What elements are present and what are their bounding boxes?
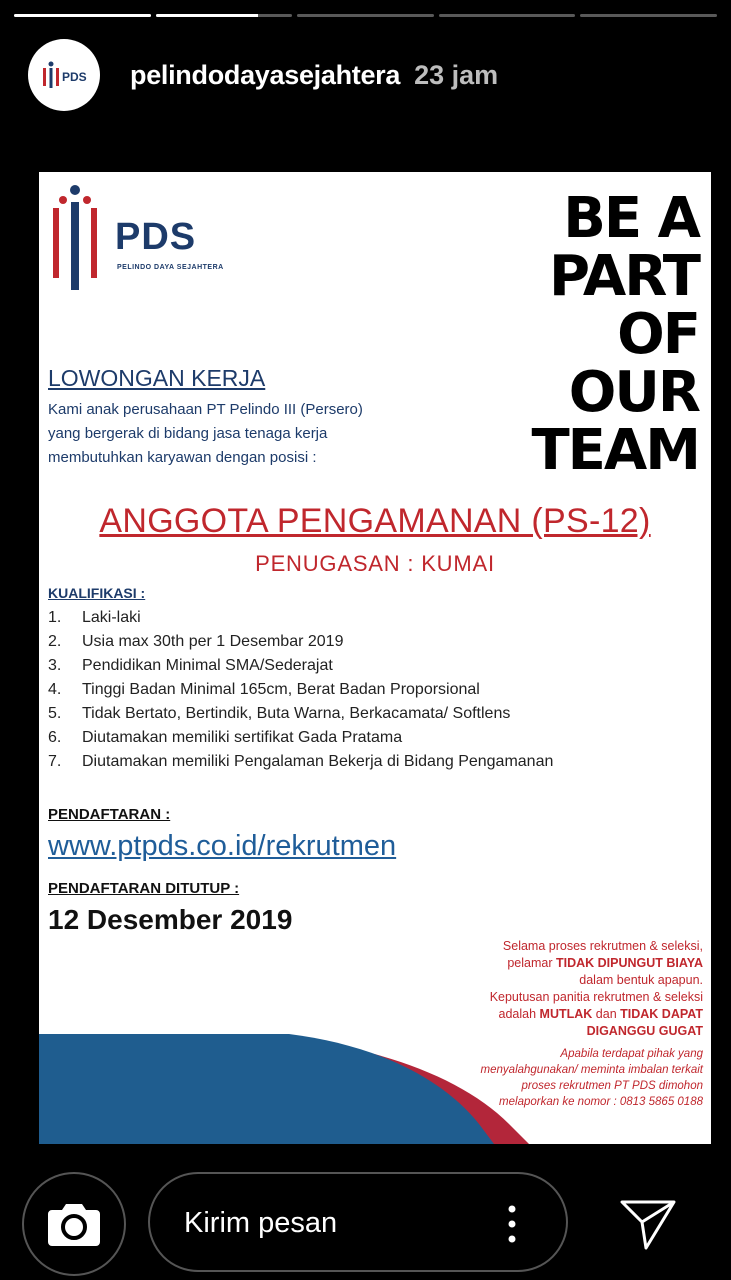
slogan-line: BE A (563, 186, 699, 251)
svg-text:PDS: PDS (62, 70, 87, 84)
progress-fill (14, 14, 151, 17)
camera-button[interactable] (22, 1172, 126, 1276)
position-title: ANGGOTA PENGAMANAN (PS-12) (99, 502, 651, 540)
intro-line: yang bergerak di bidang jasa tenaga kerja (48, 425, 328, 442)
slogan-line: TEAM (531, 418, 699, 483)
notice-line: Keputusan panitia rekrutmen & seleksi (489, 990, 703, 1004)
item-number: 5. (48, 705, 62, 722)
item-number: 7. (48, 753, 62, 770)
pds-logo (53, 178, 115, 298)
warning-line: Apabila terdapat pihak yang (560, 1048, 703, 1060)
camera-icon (46, 1200, 102, 1248)
warning-line: menyalahgunakan/ meminta imbalan terkait (480, 1064, 703, 1076)
item-text: Diutamakan memiliki sertifikat Gada Pratama (82, 729, 403, 746)
list-item (48, 630, 688, 654)
intro-line: Kami anak perusahaan PT Pelindo III (Persero) (48, 401, 363, 418)
warning-line: proses rekrutmen PT PDS dimohon (521, 1080, 703, 1092)
more-vertical-icon[interactable] (506, 1204, 518, 1244)
story-header (28, 38, 498, 112)
notice-emphasis: TIDAK DAPAT (620, 1007, 703, 1021)
progress-segment (14, 14, 151, 17)
list-item (48, 606, 688, 630)
username[interactable]: pelindodayasejahtera (130, 59, 401, 90)
item-text: Pendidikan Minimal SMA/Sederajat (82, 657, 333, 674)
intro-line: membutuhkan karyawan dengan posisi : (48, 449, 317, 466)
list-item (48, 726, 688, 750)
closing-date: 12 Desember 2019 (48, 904, 293, 935)
item-text: Tidak Bertato, Bertindik, Buta Warna, Berkacamata/ Softlens (82, 705, 511, 722)
assignment-location: PENUGASAN : KUMAI (255, 551, 495, 576)
story-progress (14, 14, 717, 18)
closing-heading: PENDAFTARAN DITUTUP : (48, 880, 240, 897)
progress-segment (439, 14, 576, 17)
notice-line (453, 955, 703, 972)
notice-line: Selama proses rekrutmen & seleksi, (502, 939, 703, 953)
item-number: 6. (48, 729, 62, 746)
list-item (48, 654, 688, 678)
item-number: 1. (48, 609, 62, 626)
notice-emphasis: MUTLAK (539, 1007, 593, 1021)
slogan (489, 186, 699, 483)
pds-logo-icon (41, 60, 87, 90)
item-text: Tinggi Badan Minimal 165cm, Berat Badan Proporsional (82, 681, 480, 698)
list-item (48, 702, 688, 726)
send-icon[interactable] (618, 1196, 678, 1252)
recruitment-poster (39, 172, 711, 1144)
notice-emphasis: DIGANGGU GUGAT (586, 1024, 703, 1038)
qualifications-heading: KUALIFIKASI : (48, 585, 146, 601)
warning-line: melaporkan ke nomor : 0813 5865 0188 (499, 1096, 703, 1108)
item-text: Diutamakan memiliki Pengalaman Bekerja di Bidang Pengamanan (82, 753, 554, 770)
fraud-warning (423, 1046, 703, 1110)
item-number: 2. (48, 633, 62, 650)
post-time: 23 jam (414, 59, 499, 90)
list-item (48, 678, 688, 702)
logo-subtitle: PELINDO DAYA SEJAHTERA (117, 264, 224, 271)
item-number: 3. (48, 657, 62, 674)
fee-notice (453, 938, 703, 1040)
item-number: 4. (48, 681, 62, 698)
item-text: Laki-laki (82, 609, 141, 626)
registration-link[interactable]: www.ptpds.co.id/rekrutmen (48, 830, 397, 862)
message-input[interactable] (148, 1172, 568, 1272)
item-text: Usia max 30th per 1 Desembar 2019 (82, 633, 344, 650)
progress-fill (156, 14, 258, 17)
progress-segment (580, 14, 717, 17)
notice-text: adalah (498, 1007, 540, 1021)
progress-segment (156, 14, 293, 17)
registration-heading: PENDAFTARAN : (48, 806, 171, 823)
notice-line (453, 1006, 703, 1023)
message-placeholder: Kirim pesan (184, 1207, 338, 1239)
notice-emphasis: TIDAK DIPUNGUT BIAYA (555, 956, 703, 970)
logo-text: PDS (115, 216, 197, 258)
notice-text: dan (592, 1007, 621, 1021)
slogan-line: PART (548, 244, 699, 309)
slogan-line: OF (617, 302, 699, 367)
job-heading: LOWONGAN KERJA (48, 365, 266, 391)
avatar[interactable] (28, 39, 100, 111)
intro-text (48, 398, 428, 470)
list-item (48, 750, 688, 774)
notice-text: pelamar (507, 956, 556, 970)
qualifications-list (48, 606, 688, 774)
notice-line (453, 1023, 703, 1040)
progress-segment (297, 14, 434, 17)
notice-line: dalam bentuk apapun. (579, 973, 703, 987)
slogan-line: OUR (568, 360, 699, 425)
